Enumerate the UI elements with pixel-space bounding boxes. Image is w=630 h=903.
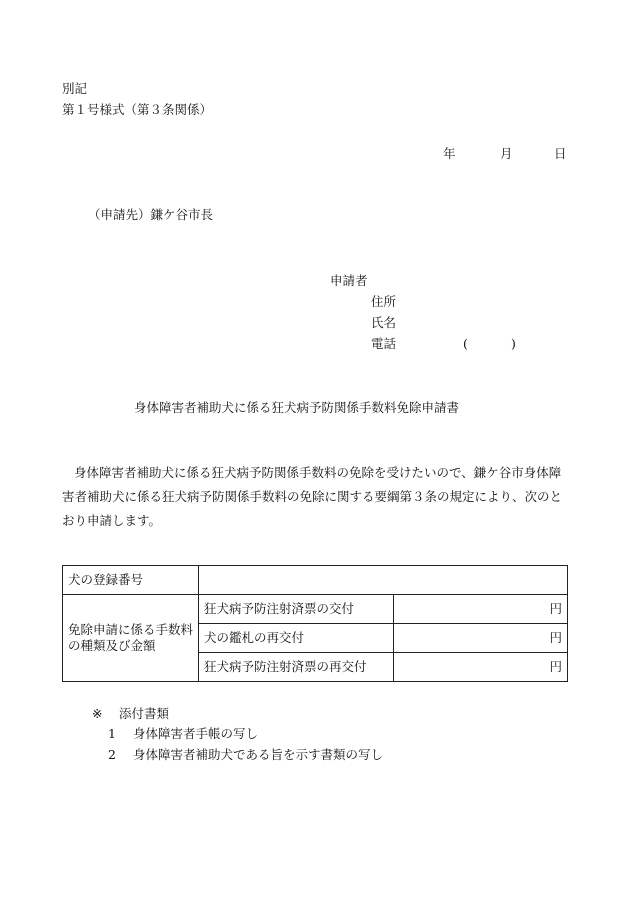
attachment-item: 身体障害者補助犬である旨を示す書類の写し bbox=[133, 747, 384, 762]
fee-row bbox=[63, 595, 568, 624]
date-year: 年 bbox=[443, 146, 456, 161]
attachments-heading-mark: ※ bbox=[92, 706, 103, 721]
fee-amount-field[interactable]: 円 bbox=[394, 624, 568, 653]
name-label: 氏名 bbox=[371, 315, 397, 330]
fee-amount-field[interactable]: 円 bbox=[394, 595, 568, 624]
document-title: 身体障害者補助犬に係る狂犬病予防関係手数料免除申請書 bbox=[134, 400, 460, 415]
applicant-label: 申請者 bbox=[330, 273, 368, 288]
form-number: 第１号様式（第３条関係） bbox=[62, 102, 213, 117]
fee-type-label: 狂犬病予防注射済票の交付 bbox=[199, 595, 394, 624]
address-label: 住所 bbox=[371, 294, 397, 309]
attachment-item: 身体障害者手帳の写し bbox=[133, 726, 259, 741]
phone-label: 電話 bbox=[371, 336, 397, 351]
registration-number-field[interactable] bbox=[199, 566, 568, 595]
fee-type-label: 狂犬病予防注射済票の再交付 bbox=[199, 653, 394, 682]
phone-open-paren: ( bbox=[463, 336, 468, 351]
registration-row bbox=[63, 566, 568, 595]
fee-type-label: 犬の鑑札の再交付 bbox=[199, 624, 394, 653]
annex-label: 別記 bbox=[62, 81, 88, 96]
addressee: （申請先）鎌ケ谷市長 bbox=[88, 207, 214, 222]
fee-amount-field[interactable]: 円 bbox=[394, 653, 568, 682]
attachments-heading: 添付書類 bbox=[119, 706, 170, 721]
date-day: 日 bbox=[554, 146, 567, 161]
body-text: 身体障害者補助犬に係る狂犬病予防関係手数料の免除を受けたいので、鎌ケ谷市身体障害者補助犬に係る狂犬病予防関係手数料の免除に関する要綱第３条の規定により、次のとおり申請します。 bbox=[62, 465, 563, 528]
attachment-number: 1 bbox=[108, 726, 116, 741]
registration-label: 犬の登録番号 bbox=[63, 566, 199, 595]
attachment-number: 2 bbox=[108, 747, 116, 762]
fee-group-label: 免除申請に係る手数料の種類及び金額 bbox=[63, 595, 199, 682]
date-month: 月 bbox=[500, 146, 513, 161]
fee-table bbox=[62, 565, 568, 682]
phone-close-paren: ) bbox=[511, 336, 516, 351]
body-paragraph bbox=[62, 461, 568, 533]
